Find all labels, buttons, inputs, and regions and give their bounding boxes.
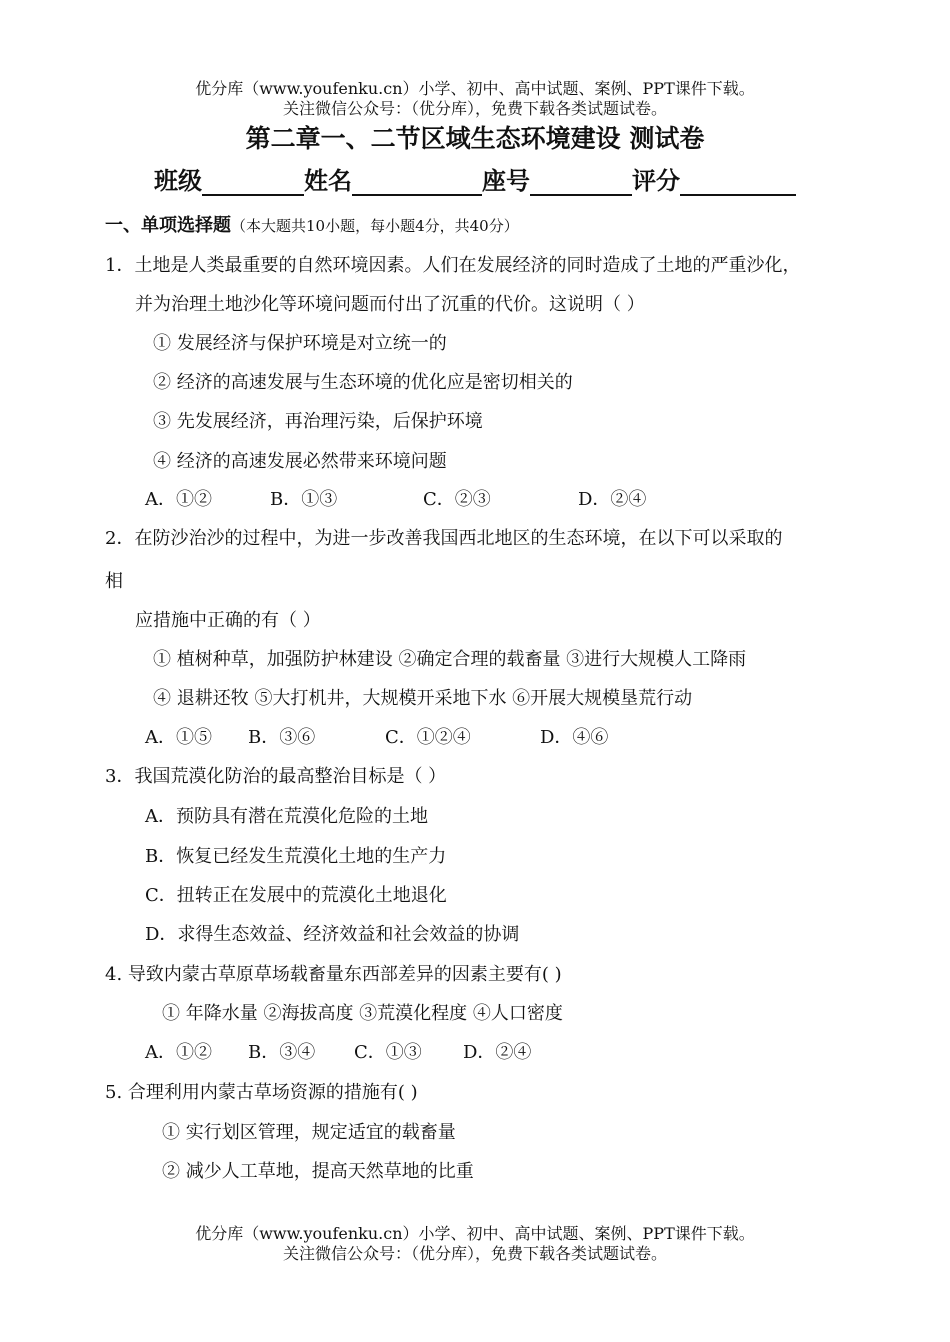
q3-option-c[interactable]: C．扭转正在发展中的荒漠化土地退化 xyxy=(145,885,447,906)
q1-item-1: ① 发展经济与保护环境是对立统一的 xyxy=(153,333,447,354)
q1-stem-line-1: 1．土地是人类最重要的自然环境因素。人们在发展经济的同时造成了土地的严重沙化， xyxy=(105,255,801,276)
info-fields-row xyxy=(0,166,950,196)
q2-option-a[interactable]: A．①⑤ xyxy=(145,727,212,748)
q2-option-c[interactable]: C．①②④ xyxy=(385,727,471,748)
q2-stem-line-1: 2．在防沙治沙的过程中，为进一步改善我国西北地区的生态环境，在以下可以采取的 xyxy=(105,528,783,549)
section-1-heading xyxy=(105,214,519,238)
q4-option-d[interactable]: D．②④ xyxy=(463,1042,532,1063)
name-label: 姓名 xyxy=(304,166,352,195)
q3-option-b[interactable]: B．恢复已经发生荒漠化土地的生产力 xyxy=(145,846,447,867)
q4-items: ① 年降水量 ②海拔高度 ③荒漠化程度 ④人口密度 xyxy=(162,1003,563,1024)
q5-item-2: ② 减少人工草地，提高天然草地的比重 xyxy=(162,1161,474,1182)
section-1-note: （本大题共10小题，每小题4分，共40分） xyxy=(231,217,519,235)
score-blank[interactable] xyxy=(680,170,796,196)
q2-item-1: ① 植树种草，加强防护林建设 ②确定合理的载畜量 ③进行大规模人工降雨 xyxy=(153,649,747,670)
q1-option-a[interactable]: A．①② xyxy=(145,489,212,510)
q1-option-d[interactable]: D．②④ xyxy=(578,489,647,510)
q3-option-d[interactable]: D．求得生态效益、经济效益和社会效益的协调 xyxy=(145,924,520,945)
q5-item-1: ① 实行划区管理，规定适宜的载畜量 xyxy=(162,1122,456,1143)
q3-option-a[interactable]: A．预防具有潜在荒漠化危险的土地 xyxy=(145,806,428,827)
q1-option-b[interactable]: B．①③ xyxy=(270,489,338,510)
q1-item-3: ③ 先发展经济，再治理污染，后保护环境 xyxy=(153,411,483,432)
q4-option-b[interactable]: B．③④ xyxy=(248,1042,316,1063)
seat-label: 座号 xyxy=(482,166,530,195)
header-line-2: 关注微信公众号：（优分库），免费下载各类试题试卷。 xyxy=(282,99,667,118)
q1-item-4: ④ 经济的高速发展必然带来环境问题 xyxy=(153,451,447,472)
section-1-title: 一、单项选择题 xyxy=(105,215,231,236)
seat-blank[interactable] xyxy=(530,170,632,196)
q2-item-2: ④ 退耕还牧 ⑤大打机井，大规模开采地下水 ⑥开展大规模垦荒行动 xyxy=(153,688,693,709)
name-blank[interactable] xyxy=(352,170,482,196)
q4-option-c[interactable]: C．①③ xyxy=(354,1042,422,1063)
footer-line-2: 关注微信公众号：（优分库），免费下载各类试题试卷。 xyxy=(282,1244,667,1263)
class-label: 班级 xyxy=(154,166,202,195)
score-label: 评分 xyxy=(632,166,680,195)
page-title: 第二章一、二节区域生态环境建设 测试卷 xyxy=(245,124,705,153)
q2-stem-line-2: 相 xyxy=(105,571,123,592)
q2-stem-line-3: 应措施中正确的有（ ） xyxy=(135,610,321,631)
q1-option-c[interactable]: C．②③ xyxy=(423,489,491,510)
q5-stem: 5. 合理利用内蒙古草场资源的措施有( ) xyxy=(105,1082,418,1103)
q2-option-b[interactable]: B．③⑥ xyxy=(248,727,316,748)
q1-stem-line-2: 并为治理土地沙化等环境问题而付出了沉重的代价。这说明（ ） xyxy=(135,294,645,315)
footer-line-1: 优分库（www.youfenku.cn）小学、初中、高中试题、案例、PPT课件下载。 xyxy=(195,1224,755,1243)
header-line-1: 优分库（www.youfenku.cn）小学、初中、高中试题、案例、PPT课件下载。 xyxy=(195,79,755,98)
q4-stem: 4. 导致内蒙古草原草场载畜量东西部差异的因素主要有( ) xyxy=(105,964,562,985)
q1-item-2: ② 经济的高速发展与生态环境的优化应是密切相关的 xyxy=(153,372,573,393)
q3-stem: 3．我国荒漠化防治的最高整治目标是（ ） xyxy=(105,766,447,787)
q2-option-d[interactable]: D．④⑥ xyxy=(540,727,609,748)
class-blank[interactable] xyxy=(202,170,304,196)
q4-option-a[interactable]: A．①② xyxy=(145,1042,212,1063)
